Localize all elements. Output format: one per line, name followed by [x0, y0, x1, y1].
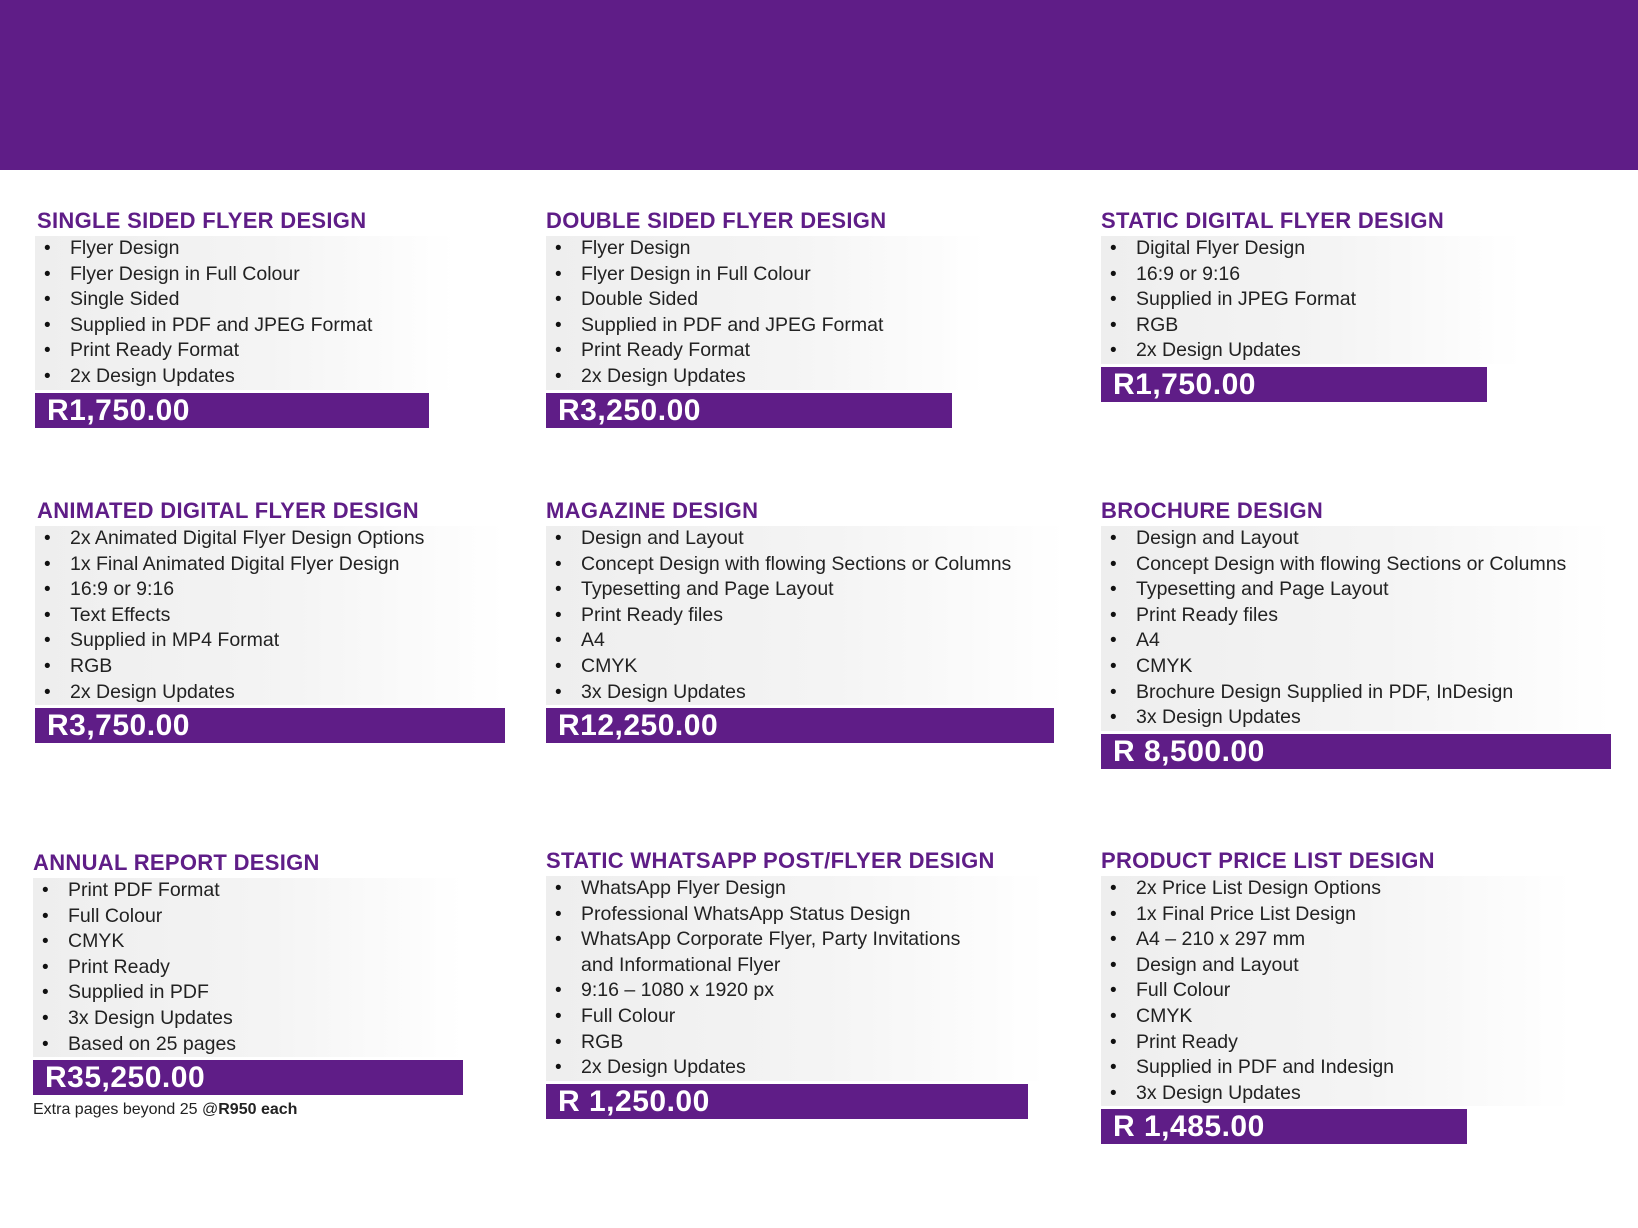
card-title: STATIC WHATSAPP POST/FLYER DESIGN — [546, 848, 995, 873]
price-bar: R 8,500.00 — [1101, 734, 1611, 769]
list-item: • Print Ready Format — [546, 338, 986, 364]
list-item: • Flyer Design in Full Colour — [35, 262, 455, 288]
list-item: • CMYK — [1101, 654, 1611, 680]
feature-list — [1101, 236, 1521, 364]
list-item: • 2x Design Updates — [546, 364, 986, 390]
list-item: • A4 — [546, 628, 1066, 654]
extra-pages-note — [33, 1101, 513, 1119]
list-item: • Typesetting and Page Layout — [546, 577, 1066, 603]
list-item: • 3x Design Updates — [33, 1006, 463, 1032]
list-item: • Print Ready files — [546, 603, 1066, 629]
price-bar: R3,750.00 — [35, 708, 505, 743]
list-item: • Brochure Design Supplied in PDF, InDesign — [1101, 680, 1611, 706]
card-annual-report — [33, 848, 513, 1119]
list-item: • 2x Animated Digital Flyer Design Options — [35, 526, 505, 552]
card-title: ANIMATED DIGITAL FLYER DESIGN — [37, 498, 419, 523]
list-item: • Supplied in MP4 Format — [35, 628, 505, 654]
list-item: • 1x Final Price List Design — [1101, 902, 1571, 928]
header-banner — [0, 0, 1638, 170]
list-item: • Supplied in PDF — [33, 980, 463, 1006]
list-item: • CMYK — [33, 929, 463, 955]
note-price: R950 each — [218, 1101, 298, 1119]
card-title: PRODUCT PRICE LIST DESIGN — [1101, 848, 1435, 873]
feature-list — [35, 236, 455, 390]
list-item: • Print Ready files — [1101, 603, 1611, 629]
price-bar: R35,250.00 — [33, 1060, 463, 1095]
list-item: • Text Effects — [35, 603, 505, 629]
list-item: • A4 – 210 x 297 mm — [1101, 927, 1571, 953]
list-item: • Concept Design with flowing Sections or Columns — [546, 552, 1066, 578]
list-item: • Flyer Design — [546, 236, 986, 262]
list-item: • 16:9 or 9:16 — [35, 577, 505, 603]
card-double-sided-flyer — [546, 206, 1026, 428]
card-brochure — [1101, 496, 1621, 769]
list-item: • RGB — [35, 654, 505, 680]
card-animated-digital-flyer — [35, 496, 535, 743]
price-bar: R12,250.00 — [546, 708, 1054, 743]
list-item: • Full Colour — [33, 904, 463, 930]
list-item: • CMYK — [1101, 1004, 1571, 1030]
list-item: • Supplied in PDF and JPEG Format — [35, 313, 455, 339]
list-item: • 16:9 or 9:16 — [1101, 262, 1521, 288]
card-title: BROCHURE DESIGN — [1101, 498, 1324, 523]
list-item: • Supplied in PDF and Indesign — [1101, 1055, 1571, 1081]
card-title: SINGLE SIDED FLYER DESIGN — [37, 208, 367, 233]
list-item: • 9:16 – 1080 x 1920 px — [546, 978, 1046, 1004]
card-magazine — [546, 496, 1086, 743]
list-item: • 2x Design Updates — [546, 1055, 1046, 1081]
list-item-continuation: and Informational Flyer — [581, 953, 781, 976]
list-item: • 3x Design Updates — [1101, 1081, 1571, 1107]
list-item: • 2x Design Updates — [35, 680, 505, 706]
list-item: • Print PDF Format — [33, 878, 463, 904]
feature-list — [546, 526, 1066, 705]
price-bar: R1,750.00 — [35, 393, 429, 428]
list-item: • Design and Layout — [1101, 953, 1571, 979]
card-static-whatsapp — [546, 846, 1066, 1119]
list-item: • Full Colour — [546, 1004, 1046, 1030]
list-item: • Design and Layout — [546, 526, 1066, 552]
list-item: • Supplied in JPEG Format — [1101, 287, 1521, 313]
list-item: • Based on 25 pages — [33, 1032, 463, 1058]
card-single-sided-flyer — [35, 206, 475, 428]
list-item: • 2x Price List Design Options — [1101, 876, 1571, 902]
list-item: • 3x Design Updates — [1101, 705, 1611, 731]
list-item: • Typesetting and Page Layout — [1101, 577, 1611, 603]
card-title: MAGAZINE DESIGN — [546, 498, 759, 523]
list-item: • 1x Final Animated Digital Flyer Design — [35, 552, 505, 578]
feature-list — [1101, 876, 1571, 1106]
price-bar: R3,250.00 — [546, 393, 952, 428]
card-product-price-list — [1101, 846, 1601, 1144]
list-item: • A4 — [1101, 628, 1611, 654]
card-title: DOUBLE SIDED FLYER DESIGN — [546, 208, 887, 233]
list-item: • 2x Design Updates — [35, 364, 455, 390]
list-item: • Double Sided — [546, 287, 986, 313]
list-item: • WhatsApp Flyer Design — [546, 876, 1046, 902]
list-item: • Professional WhatsApp Status Design — [546, 902, 1046, 928]
note-text: Extra pages beyond 25 @ — [33, 1101, 219, 1119]
list-item: • RGB — [546, 1030, 1046, 1056]
price-bar: R1,750.00 — [1101, 367, 1487, 402]
feature-list — [546, 236, 986, 390]
feature-list — [1101, 526, 1611, 731]
list-item: • Supplied in PDF and JPEG Format — [546, 313, 986, 339]
list-item: • Print Ready — [33, 955, 463, 981]
list-item: • Full Colour — [1101, 978, 1571, 1004]
price-bar: R 1,485.00 — [1101, 1109, 1467, 1144]
list-item: • Concept Design with flowing Sections or Columns — [1101, 552, 1611, 578]
list-item: • 3x Design Updates — [546, 680, 1066, 706]
price-bar: R 1,250.00 — [546, 1084, 1028, 1119]
list-item: • CMYK — [546, 654, 1066, 680]
feature-list — [35, 526, 505, 705]
list-item: • Single Sided — [35, 287, 455, 313]
feature-list — [546, 876, 1046, 1081]
list-item: • Print Ready Format — [35, 338, 455, 364]
list-item: • Print Ready — [1101, 1030, 1571, 1056]
list-item: • 2x Design Updates — [1101, 338, 1521, 364]
card-title: STATIC DIGITAL FLYER DESIGN — [1101, 208, 1445, 233]
feature-list — [33, 878, 463, 1057]
card-static-digital-flyer — [1101, 206, 1601, 402]
card-title: ANNUAL REPORT DESIGN — [33, 850, 320, 875]
list-item: • WhatsApp Corporate Flyer, Party Invitations — [546, 927, 1046, 953]
list-item: • Digital Flyer Design — [1101, 236, 1521, 262]
list-item: • RGB — [1101, 313, 1521, 339]
list-item: • Flyer Design in Full Colour — [546, 262, 986, 288]
list-item: • Design and Layout — [1101, 526, 1611, 552]
list-item: • Flyer Design — [35, 236, 455, 262]
